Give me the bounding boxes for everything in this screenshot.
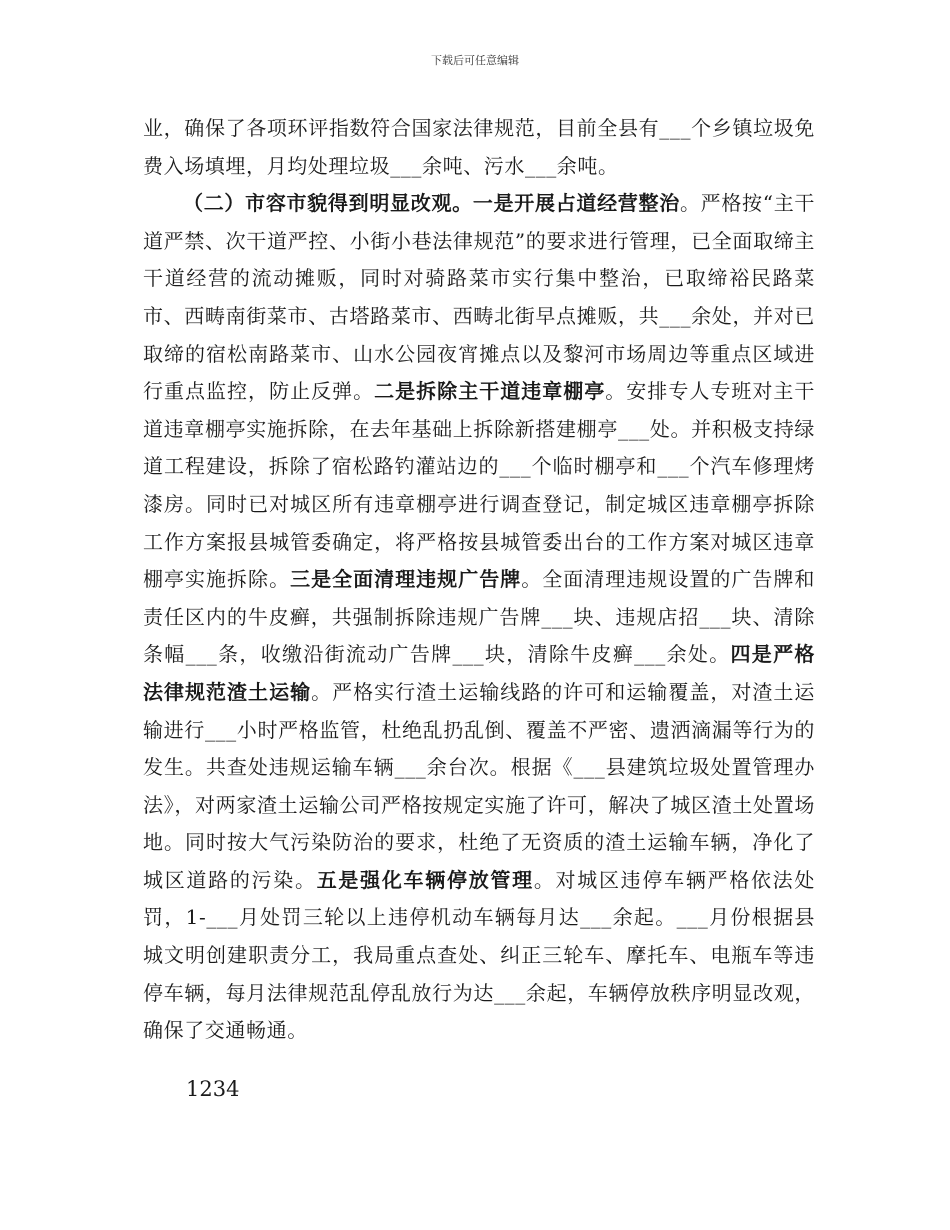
paragraph-text: 。对城区违停车辆严格依法处罚，1-___月处罚三轮以上违停机动车辆每月达___余起。___月份根据县城文明创建职责分工，我局重点查处、纠正三轮车、摩托车、电瓶车等违停车辆，每月法律规范乱停乱放行为达___余起，车辆停放秩序明显改观，确保了交通畅通。 bbox=[143, 867, 815, 1043]
subheading-2: 二是拆除主干道违章棚亭 bbox=[374, 379, 606, 404]
subheading-5: 五是强化车辆停放管理 bbox=[316, 867, 534, 892]
subheading-3: 三是全面清理违规广告牌 bbox=[290, 567, 522, 592]
paragraph-1-text: 业，确保了各项环评指数符合国家法律规范，目前全县有___个乡镇垃圾免费入场填埋，月均处理垃圾___余吨、污水___余吨。 bbox=[143, 116, 815, 178]
paragraph-text: 。安排专人专班对主干道违章棚亭实施拆除，在去年基础上拆除新搭建棚亭___处。并积极支持绿道工程建设，拆除了宿松路钓灌站边的___个临时棚亭和___个汽车修理烤漆房。同时已对城区所有违章棚亭进行调查登记，制定城区违章棚亭拆除工作方案报县城管委确定，将严格按县城管委出台的工作方案对城区违章棚亭实施拆除。 bbox=[143, 379, 815, 592]
paragraph-2 bbox=[143, 185, 815, 1050]
paragraph-text: 。严格按“主干道严禁、次干道严控、小街小巷法律规范”的要求进行管理，已全面取缔主干道经营的流动摊贩，同时对骑路菜市实行集中整治，已取缔裕民路菜市、西畴南街菜市、古塔路菜市、西畴北街早点摊贩，共___余处，并对已取缔的宿松南路菜市、山水公园夜宵摊点以及黎河市场周边等重点区域进行重点监控，防止反弹。 bbox=[143, 191, 815, 404]
paragraph-text: 。严格实行渣土运输线路的许可和运输覆盖，对渣土运输进行___小时严格监管，杜绝乱扔乱倒、覆盖不严密、遗洒滴漏等行为的发生。共查处违规运输车辆___余台次。根据《___县建筑垃圾处置管理办法》，对两家渣土运输公司严格按规定实施了许可，解决了城区渣土处置场地。同时按大气污染防治的要求，杜绝了无资质的渣土运输车辆，净化了城区道路的污染。 bbox=[143, 679, 815, 892]
section-heading: （二）市容市貌得到明显改观。一是开展占道经营整治 bbox=[183, 191, 680, 216]
paragraph-1 bbox=[143, 110, 815, 185]
subheading-4: 四是严格法律规范渣土运输 bbox=[143, 642, 815, 704]
document-body bbox=[143, 110, 815, 1050]
page-header: 下载后可任意编辑 bbox=[431, 54, 519, 67]
page-number: 1234 bbox=[186, 1077, 240, 1101]
paragraph-text: 。全面清理违规设置的广告牌和责任区内的牛皮癣，共强制拆除违规广告牌___块、违规店招___块、清除条幅___条，收缴沿街流动广告牌___块，清除牛皮癣___余处。 bbox=[143, 567, 815, 667]
